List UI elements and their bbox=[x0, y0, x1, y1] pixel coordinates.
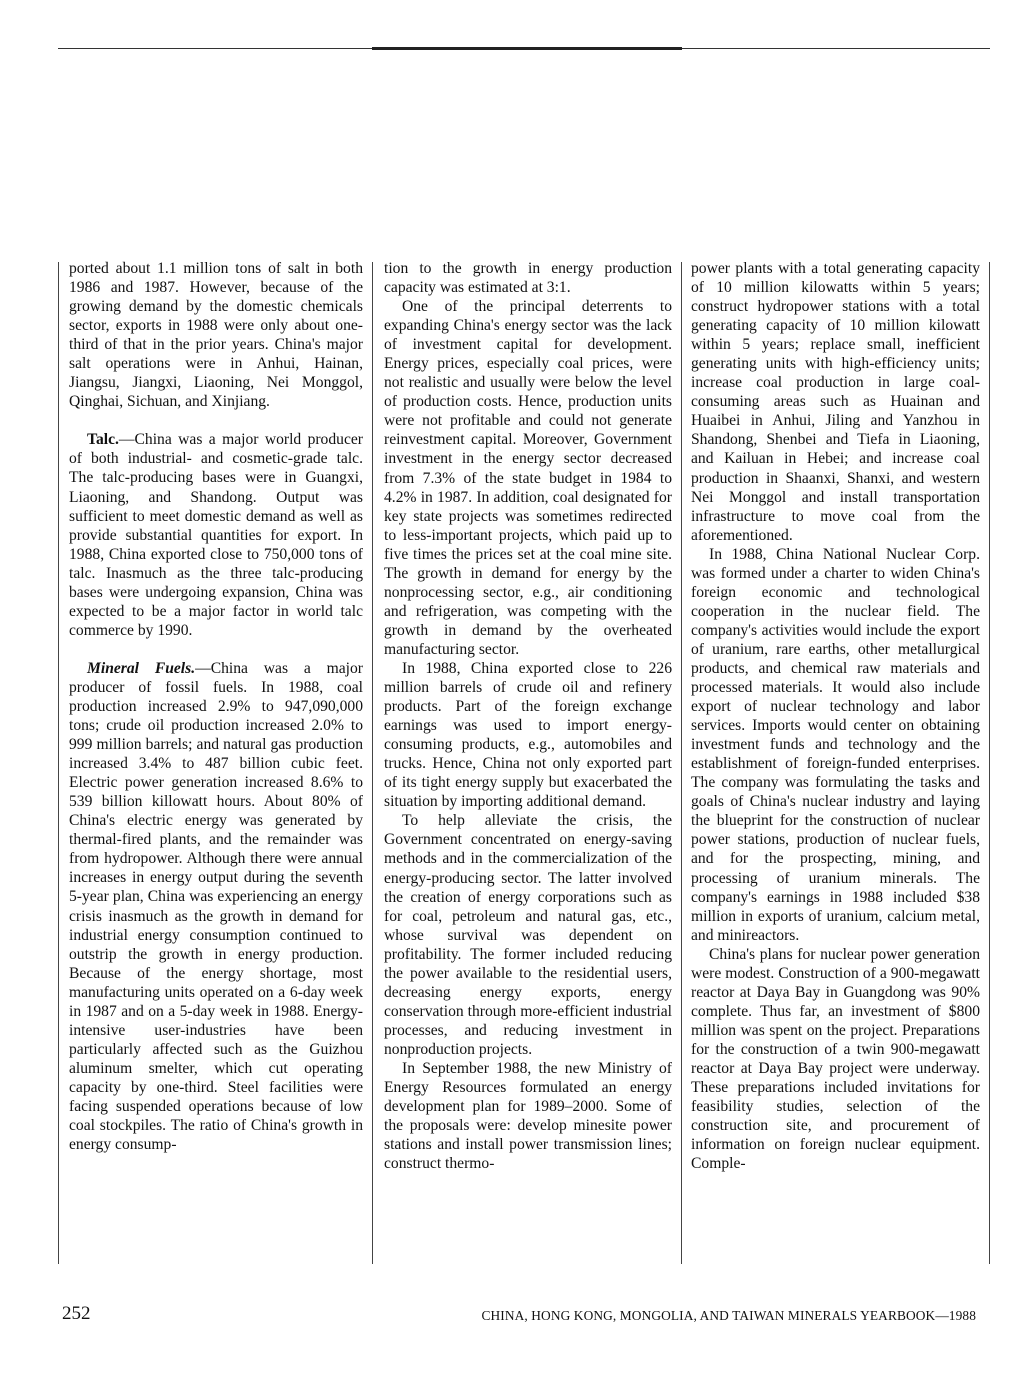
nuclear-corp-paragraph: In 1988, China National Nuclear Corp. was formed under a charter to widen China's foreign economic and technological cooperation in the nuclear field. The company's activities would include the export of uranium, rare earths, other metallurgical products, and chemical raw materials and processed materials. It would also include export of nuclear technology and labor services. Imports would center on obtaining investment funds and technology and the establishment of foreign-funded enterprises. The company was formulating the tasks and goals of China's nuclear industry and laying the blueprint for the construction of nuclear power stations, production of nuclear fuels, and for the prospecting, mining, and processing of uranium minerals. The company's earnings in 1988 included $38 million in exports of uranium, calcium metal, and minireactors. bbox=[691, 545, 980, 944]
crisis-response-paragraph: To help alleviate the crisis, the Government concentrated on energy-saving methods and in the commercialization of the energy-producing sector. The latter involved the creation of energy corporations such as for coal, petroleum and natural gas, etc., whose survival was dependent on profitability. The former included reducing the power available to the residential users, decreasing energy exports, energy conservation through more-efficient industrial processes, and reducing investment in nonproduction projects. bbox=[384, 812, 672, 1058]
header-rule-accent bbox=[372, 47, 682, 50]
column-1 bbox=[69, 259, 363, 1154]
nuclear-plans-paragraph: China's plans for nuclear power generation were modest. Construction of a 900-megawatt reactor at Daya Bay in Guangdong was 90% complete. Thus far, an investment of $800 million was spent on the project. Preparations for the construction of a twin 900-megawatt reactor at Daya Bay project were underway. These preparations included invitations for feasibility studies, selection of the construction site, and procurement of information on foreign nuclear equipment. Comple- bbox=[691, 945, 980, 1173]
column-rule-2-3 bbox=[681, 262, 682, 1264]
power-plants-paragraph: power plants with a total generating capacity of 10 million kilowatts within 5 years; construct hydropower stations with a total generating capacity of 10 million kilowatt within 5 years; replace small, inefficient generating units with high-efficiency units; increase coal production in large coal-consuming areas such as Huainan and Huaibei in Anhui, Jiling and Yanzhou in Shandong, Shenbei and Tiefa in Liaoning, and Kailuan in Hebei; and increase coal production in Shaanxi, Shanxi, and western Nei Monggol and install transportation infrastructure to move coal from the aforementioned. bbox=[691, 260, 980, 544]
talc-body: —China was a major world producer of both industrial- and cosmetic-grade talc. The talc-producing bases were in Guangxi, Liaoning, and Shandong. Output was sufficient to meet domestic demand as well as provide substantial quantities for export. In 1988, China exported close to 750,000 tons of talc. Inasmuch as the three talc-producing bases were undergoing expansion, China was expected to be a major factor in world talc commerce by 1990. bbox=[69, 431, 363, 639]
crude-exports-paragraph: In 1988, China exported close to 226 million barrels of crude oil and refinery products. Part of the foreign exchange earnings was used to import energy-consuming products, e.g., automobiles and trucks. Hence, China not only exported part of its tight energy supply but exacerbated the situation by importing additional demand. bbox=[384, 659, 672, 811]
mineral-fuels-heading: Mineral Fuels. bbox=[87, 659, 196, 677]
running-title: CHINA, HONG KONG, MONGOLIA, AND TAIWAN MINERALS YEARBOOK—1988 bbox=[481, 1308, 976, 1323]
mineral-fuels-body: —China was a major producer of fossil fuels. In 1988, coal production increased 2.9% to 947,090,000 tons; crude oil production increased 2.0% to 999 million barrels; and natural gas production increased 3.4% to 487 billion cubic feet. Electric power generation increased 8.6% to 539 billion killowatt hours. About 80% of China's electric energy was generated by thermal-fired plants, and the remainder was from hydropower. Although there were annual increases in energy output during the seventh 5-year plan, China was experiencing an energy crisis inasmuch as the growth in demand for industrial energy consumption continued to outstrip the growth in energy production. Because of the energy shortage, most manufacturing units operated on a 6-day week in 1987 and on a 5-day week in 1988. Energy-intensive user-industries have been particularly affected such as the Guizhou aluminum smelter, which cut operating capacity by one-third. Steel facilities were facing suspended operations because of low coal stockpiles. The ratio of China's growth in energy consump- bbox=[69, 659, 363, 1154]
talc-paragraph bbox=[69, 430, 363, 640]
column-rule-1-2 bbox=[372, 262, 373, 1264]
mineral-fuels-paragraph bbox=[69, 659, 363, 1154]
column-rule-left bbox=[58, 262, 59, 1264]
salt-paragraph: ported about 1.1 million tons of salt in both 1986 and 1987. However, because of the growing demand by the domestic chemicals sector, exports in 1988 were only about one-third of that in the prior years. China's major salt operations were in Anhui, Hainan, Jiangsu, Jiangxi, Liaoning, Nei Monggol, Qinghai, Sichuan, and Xinjiang. bbox=[69, 260, 363, 411]
column-2 bbox=[384, 259, 672, 1173]
energy-ratio-paragraph: tion to the growth in energy production capacity was estimated at 3:1. bbox=[384, 260, 672, 297]
talc-heading: Talc. bbox=[87, 431, 119, 449]
column-rule-right bbox=[989, 262, 990, 1264]
column-3 bbox=[691, 259, 980, 1173]
page-number: 252 bbox=[62, 1303, 91, 1324]
investment-paragraph: One of the principal deterrents to expanding China's energy sector was the lack of investment capital for development. Energy prices, especially coal prices, were not realistic and usually were below the level of production costs. Hence, production units were not profitable and could not generate reinvestment capital. Moreover, Government investment in the energy sector decreased from 7.3% of the state budget in 1984 to 4.2% in 1987. In addition, coal designated for key state projects was sometimes redirected to less-important projects, which paid up to five times the prices set at the coal mine site. The growth in demand for energy by the nonprocessing sector, e.g., air conditioning and refrigeration, was competing with the growth in demand by the overheated manufacturing sector. bbox=[384, 298, 672, 658]
ministry-plan-paragraph: In September 1988, the new Ministry of Energy Resources formulated an energy development plan for 1989–2000. Some of the proposals were: develop minesite power stations and install power transmission lines; construct thermo- bbox=[384, 1059, 672, 1173]
